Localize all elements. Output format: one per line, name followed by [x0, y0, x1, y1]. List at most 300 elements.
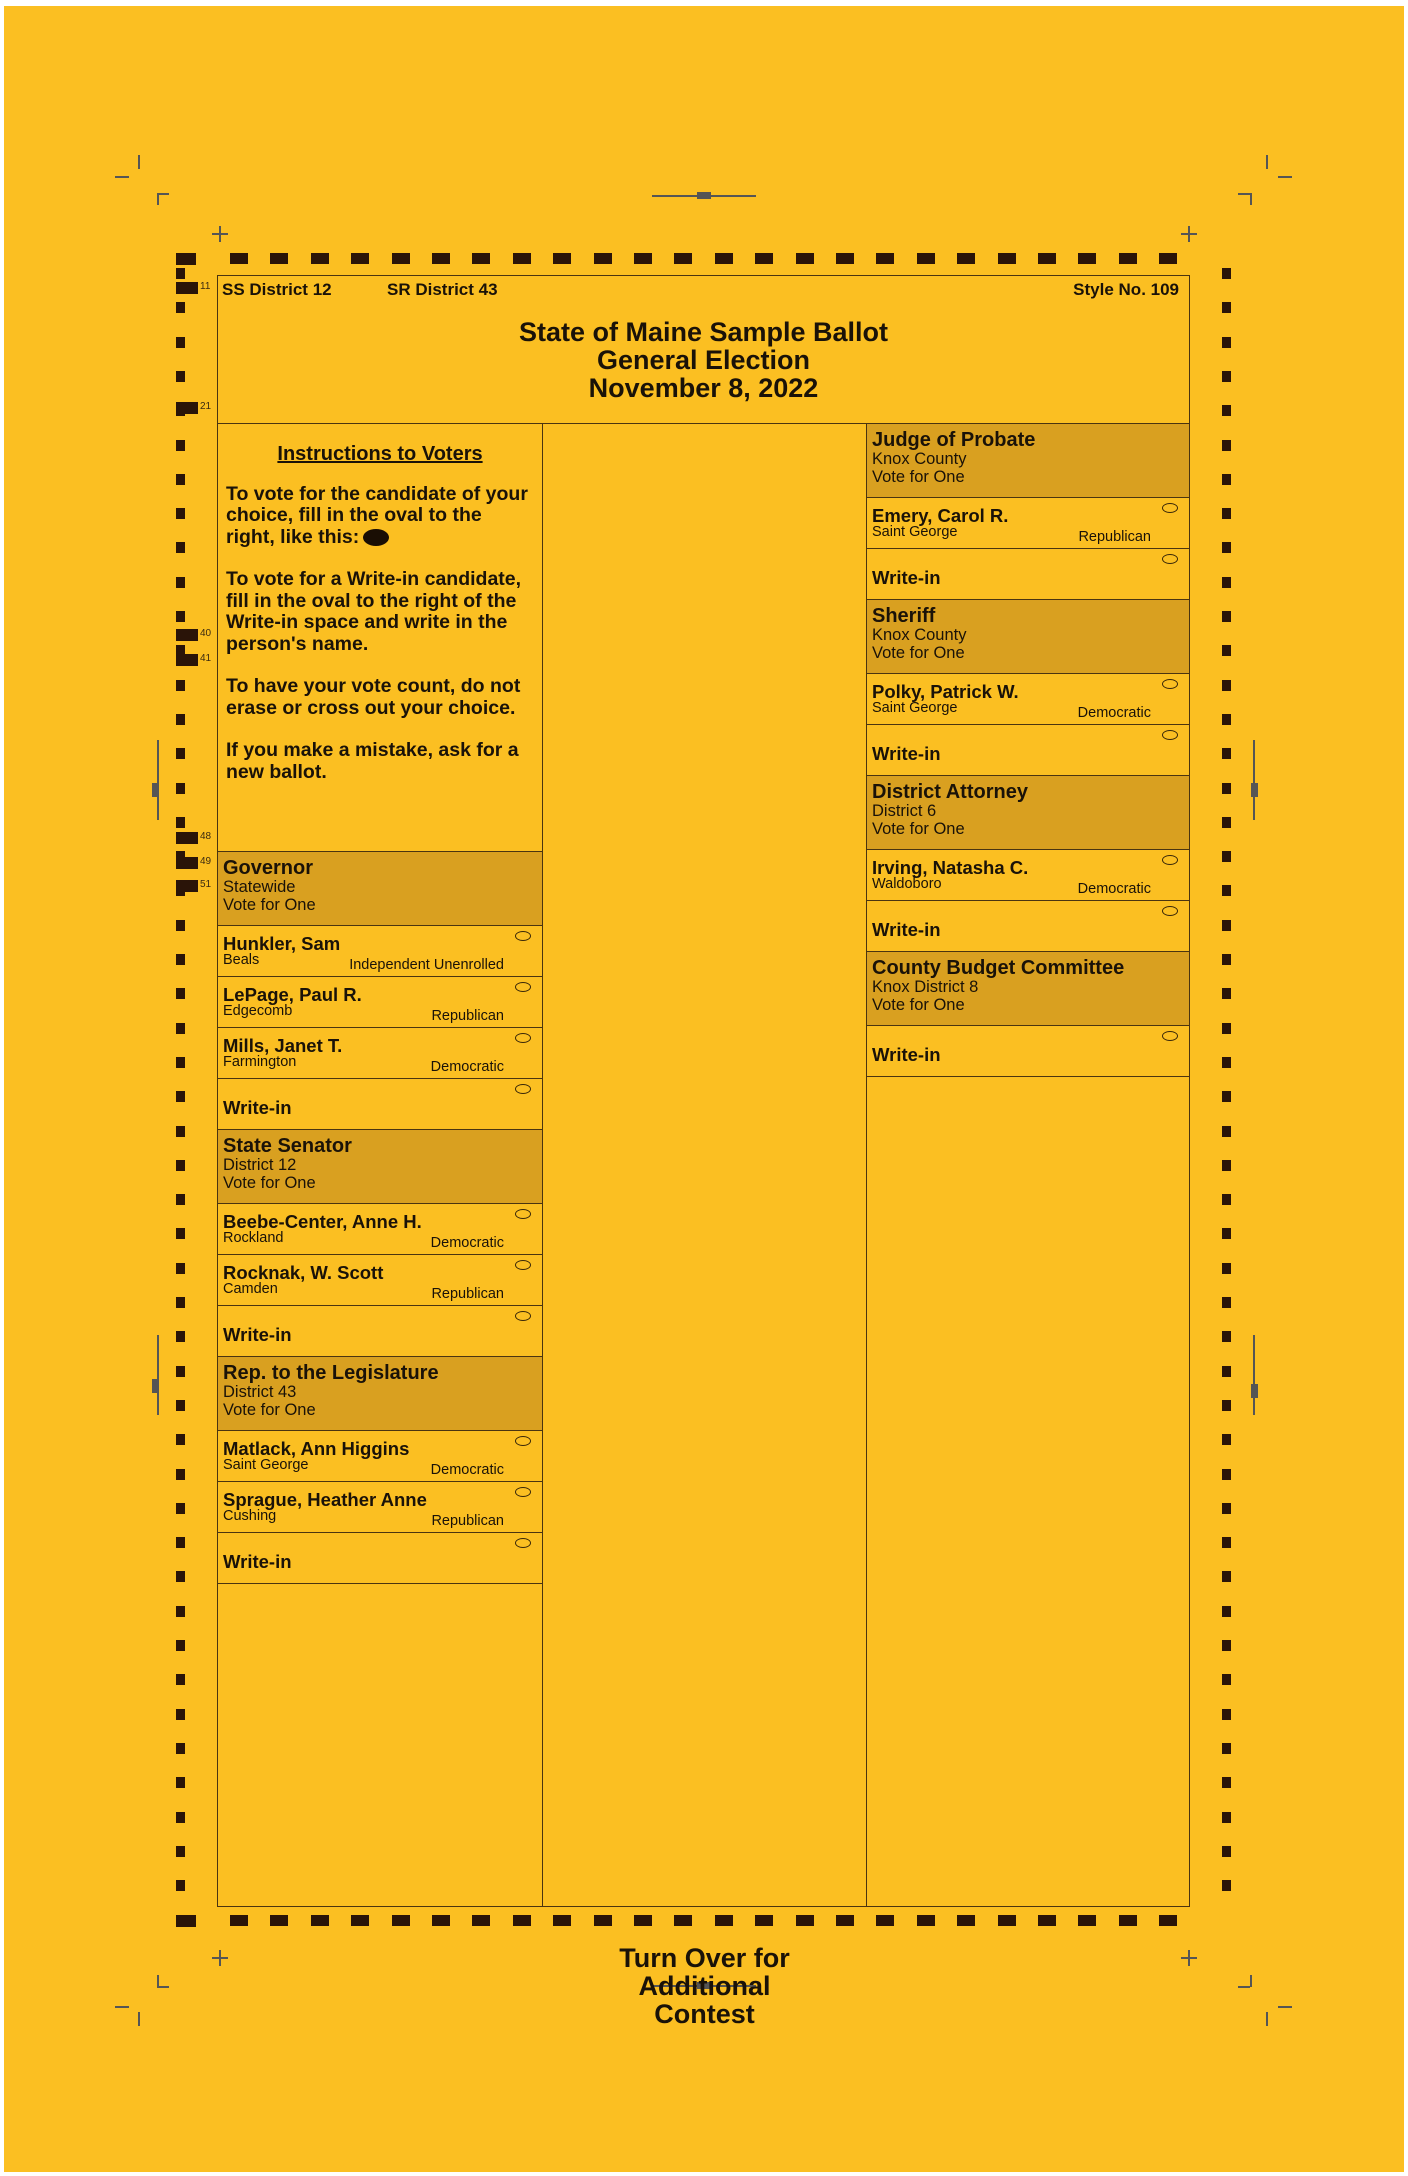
timing-mark-left	[176, 440, 185, 451]
timing-mark-right	[1222, 542, 1231, 553]
column-middle	[543, 424, 867, 2029]
timing-mark-top	[1119, 253, 1137, 264]
marker-number: 49	[200, 856, 212, 867]
side-block-right	[1251, 783, 1258, 797]
timing-mark-left	[176, 1777, 185, 1788]
timing-mark-right	[1222, 1709, 1231, 1720]
timing-mark-right	[1222, 1194, 1231, 1205]
timing-mark-right	[1222, 1743, 1231, 1754]
timing-mark-left	[176, 1228, 185, 1239]
timing-mark-left	[176, 1674, 185, 1685]
timing-mark-right	[1222, 1160, 1231, 1171]
timing-mark-left	[176, 988, 185, 999]
timing-mark-left-wide	[176, 402, 198, 414]
crop-mark	[1266, 2012, 1268, 2026]
timing-mark-top	[432, 253, 450, 264]
candidate-party: Democratic	[430, 1462, 504, 1478]
left-contests	[218, 852, 542, 1584]
timing-mark-right	[1222, 920, 1231, 931]
timing-mark-right	[1222, 817, 1231, 828]
contest-title: Sheriff	[872, 605, 936, 627]
timing-mark-left-wide	[176, 629, 198, 641]
timing-mark-bottom	[674, 1915, 692, 1926]
side-line-left	[157, 1335, 159, 1415]
timing-mark-bottom	[796, 1915, 814, 1926]
contest	[867, 600, 1189, 776]
candidate-row	[867, 850, 1189, 901]
contest-vote-for: Vote for One	[223, 1401, 316, 1419]
timing-mark-left	[176, 1194, 185, 1205]
timing-mark-right	[1222, 1571, 1231, 1582]
timing-mark-right	[1222, 645, 1231, 656]
instructions-p2: To vote for a Write-in candidate, fill in the oval to the right of the Write-in space and write in the person's name.	[226, 568, 522, 655]
timing-mark-left	[176, 337, 185, 348]
timing-mark-left	[176, 1263, 185, 1274]
candidate-town: Waldoboro	[872, 876, 942, 892]
ballot-header	[218, 276, 1189, 424]
writein-oval[interactable]	[515, 1538, 531, 1548]
crop-mark	[1238, 1986, 1250, 1988]
timing-mark-left	[176, 577, 185, 588]
contest-area: District 43	[223, 1383, 297, 1401]
turn-line-3: Contest	[654, 1999, 755, 2029]
timing-mark-left	[176, 268, 185, 279]
timing-mark-right	[1222, 783, 1231, 794]
candidate-party: Independent Unenrolled	[349, 957, 504, 973]
candidate-name: Rocknak, W. Scott	[223, 1262, 384, 1283]
timing-mark-right	[1222, 302, 1231, 313]
timing-mark-left	[176, 1126, 185, 1137]
crop-mark	[157, 1986, 169, 1988]
crop-mark	[1250, 193, 1252, 205]
timing-mark-top	[472, 253, 490, 264]
contest	[218, 1357, 542, 1584]
timing-mark-right	[1222, 1880, 1231, 1891]
timing-mark-right	[1222, 440, 1231, 451]
timing-mark-bottom	[351, 1915, 369, 1926]
timing-mark-left	[176, 302, 185, 313]
side-line-right	[1253, 740, 1255, 820]
column-left	[218, 424, 543, 1906]
timing-mark-bottom	[472, 1915, 490, 1926]
crop-mark	[157, 1975, 159, 1987]
writein-label: Write-in	[223, 1551, 292, 1572]
timing-mark-left	[176, 474, 185, 485]
vote-oval[interactable]	[1162, 855, 1178, 865]
instructions-box	[218, 424, 542, 852]
candidate-name: Sprague, Heather Anne	[223, 1489, 427, 1510]
timing-mark-left-wide	[176, 857, 198, 869]
contest-title: District Attorney	[872, 781, 1028, 803]
timing-mark-left	[176, 1366, 185, 1377]
timing-mark-top	[513, 253, 531, 264]
timing-mark-bottom	[957, 1915, 975, 1926]
timing-mark-right	[1222, 988, 1231, 999]
timing-mark-left	[176, 1571, 185, 1582]
timing-mark-bottom	[634, 1915, 652, 1926]
candidate-party: Democratic	[1077, 881, 1151, 897]
title-line-3: November 8, 2022	[588, 373, 819, 403]
timing-mark-right	[1222, 1126, 1231, 1137]
timing-mark-bottom	[513, 1915, 531, 1926]
timing-mark-bottom	[1159, 1915, 1177, 1926]
contest-vote-for: Vote for One	[223, 1174, 316, 1192]
timing-mark-top	[957, 253, 975, 264]
instructions-heading: Instructions to Voters	[277, 443, 483, 465]
timing-mark-right	[1222, 371, 1231, 382]
contest-header	[218, 852, 542, 926]
title-line-1: State of Maine Sample Ballot	[518, 317, 889, 347]
right-contests	[867, 424, 1189, 1077]
timing-mark-right	[1222, 714, 1231, 725]
contest	[867, 776, 1189, 952]
timing-mark-top	[392, 253, 410, 264]
crop-mark	[1238, 193, 1250, 195]
timing-mark-right	[1222, 1640, 1231, 1651]
timing-mark-left	[176, 1606, 185, 1617]
contest-vote-for: Vote for One	[872, 820, 965, 838]
side-line-left	[157, 740, 159, 820]
timing-mark-left	[176, 748, 185, 759]
candidate-row	[218, 1204, 542, 1255]
timing-mark-right	[1222, 680, 1231, 691]
timing-mark-top	[311, 253, 329, 264]
timing-mark-right	[1222, 337, 1231, 348]
title-line-2: General Election	[596, 345, 811, 375]
timing-mark-right	[1222, 1263, 1231, 1274]
timing-mark-right	[1222, 1023, 1231, 1034]
timing-mark-bottom	[176, 1915, 196, 1927]
timing-mark-right	[1222, 1812, 1231, 1823]
timing-mark-top	[351, 253, 369, 264]
contest-header	[867, 424, 1189, 498]
timing-mark-left	[176, 1880, 185, 1891]
vote-oval[interactable]	[515, 931, 531, 941]
timing-mark-left	[176, 783, 185, 794]
timing-mark-bottom	[836, 1915, 854, 1926]
writein-row	[218, 1306, 542, 1356]
timing-mark-top	[1159, 253, 1177, 264]
crop-mark	[157, 193, 169, 195]
crop-mark	[157, 193, 159, 205]
timing-mark-left	[176, 714, 185, 725]
writein-label: Write-in	[872, 1044, 941, 1065]
timing-mark-top	[876, 253, 894, 264]
contest-area: District 12	[223, 1156, 297, 1174]
instructions-p1: To vote for the candidate of your choice, fill in the oval to the right, like this:	[226, 482, 528, 548]
vote-oval[interactable]	[1162, 679, 1178, 689]
ballot-grid	[217, 275, 1190, 2029]
timing-mark-right	[1222, 268, 1231, 279]
contest-header	[218, 1357, 542, 1431]
candidate-row	[218, 926, 542, 977]
candidate-town: Edgecomb	[223, 1003, 293, 1019]
writein-label: Write-in	[223, 1324, 292, 1345]
candidate-party: Democratic	[430, 1235, 504, 1251]
timing-mark-right	[1222, 1434, 1231, 1445]
timing-mark-left-wide	[176, 832, 198, 844]
timing-mark-left	[176, 1297, 185, 1308]
timing-mark-left	[176, 1709, 185, 1720]
candidate-name: Beebe-Center, Anne H.	[223, 1211, 422, 1232]
contest-title: Judge of Probate	[872, 429, 1036, 451]
timing-mark-left	[176, 954, 185, 965]
contest-title: State Senator	[223, 1135, 352, 1157]
filled-oval-example-icon	[363, 529, 389, 546]
marker-number: 11	[200, 281, 211, 292]
timing-mark-right	[1222, 1331, 1231, 1342]
writein-row	[218, 1533, 542, 1583]
timing-mark-right	[1222, 1091, 1231, 1102]
timing-mark-bottom	[230, 1915, 248, 1926]
candidate-town: Rockland	[223, 1230, 284, 1246]
timing-mark-top	[755, 253, 773, 264]
timing-mark-bottom	[432, 1915, 450, 1926]
vote-oval[interactable]	[515, 982, 531, 992]
vote-oval[interactable]	[515, 1209, 531, 1219]
vote-oval[interactable]	[515, 1033, 531, 1043]
timing-mark-right	[1222, 1366, 1231, 1377]
timing-mark-left	[176, 508, 185, 519]
timing-mark-right	[1222, 1606, 1231, 1617]
timing-mark-top	[715, 253, 733, 264]
timing-mark-bottom	[392, 1915, 410, 1926]
timing-mark-top	[594, 253, 612, 264]
writein-row	[867, 549, 1189, 599]
timing-mark-top	[796, 253, 814, 264]
side-block-left	[152, 1379, 159, 1393]
timing-mark-right	[1222, 611, 1231, 622]
contest	[867, 952, 1189, 1077]
candidate-name: LePage, Paul R.	[223, 984, 362, 1005]
timing-mark-bottom	[553, 1915, 571, 1926]
timing-mark-right	[1222, 885, 1231, 896]
vote-oval[interactable]	[515, 1436, 531, 1446]
timing-mark-bottom	[270, 1915, 288, 1926]
marker-number: 40	[200, 628, 212, 639]
timing-mark-top	[230, 253, 248, 264]
timing-mark-right	[1222, 748, 1231, 759]
candidate-name: Irving, Natasha C.	[872, 857, 1029, 878]
timing-mark-top	[634, 253, 652, 264]
timing-mark-top	[674, 253, 692, 264]
timing-mark-left	[176, 1057, 185, 1068]
writein-row	[867, 1026, 1189, 1076]
column-right	[867, 424, 1189, 1906]
crop-mark	[138, 155, 140, 169]
turn-line-1: Turn Over for	[619, 1943, 790, 1973]
crop-mark	[1266, 155, 1268, 169]
candidate-town: Saint George	[872, 524, 958, 540]
crop-mark	[1278, 176, 1292, 178]
timing-mark-right	[1222, 1057, 1231, 1068]
timing-mark-bottom	[311, 1915, 329, 1926]
timing-mark-right	[1222, 1503, 1231, 1514]
contest-area: Knox County	[872, 450, 967, 468]
timing-mark-bottom	[755, 1915, 773, 1926]
timing-mark-left-wide	[176, 282, 198, 294]
candidate-row	[867, 674, 1189, 725]
contest-title: Rep. to the Legislature	[223, 1362, 439, 1384]
side-block-right	[1251, 1384, 1258, 1398]
candidate-town: Camden	[223, 1281, 278, 1297]
candidate-party: Democratic	[1077, 705, 1151, 721]
candidate-row	[218, 1482, 542, 1533]
timing-mark-right	[1222, 1400, 1231, 1411]
timing-mark-bottom	[715, 1915, 733, 1926]
timing-mark-left	[176, 1400, 185, 1411]
candidate-town: Farmington	[223, 1054, 297, 1070]
timing-mark-left	[176, 1469, 185, 1480]
timing-mark-left-wide	[176, 654, 198, 666]
timing-mark-left	[176, 920, 185, 931]
instructions-p3: To have your vote count, do not erase or cross out your choice.	[226, 675, 521, 719]
timing-mark-left	[176, 611, 185, 622]
timing-mark-right	[1222, 508, 1231, 519]
writein-row	[867, 901, 1189, 951]
timing-mark-right	[1222, 405, 1231, 416]
vote-oval[interactable]	[1162, 503, 1178, 513]
timing-mark-top	[998, 253, 1016, 264]
timing-mark-left	[176, 1846, 185, 1857]
contest-title: Governor	[223, 857, 314, 879]
timing-mark-left-wide	[176, 880, 198, 892]
writein-oval[interactable]	[515, 1084, 531, 1094]
ss-district: SS District 12	[222, 280, 332, 299]
timing-mark-right	[1222, 851, 1231, 862]
writein-label: Write-in	[872, 919, 941, 940]
writein-oval[interactable]	[1162, 906, 1178, 916]
candidate-name: Matlack, Ann Higgins	[223, 1438, 410, 1459]
vote-oval[interactable]	[515, 1260, 531, 1270]
writein-row	[867, 725, 1189, 775]
contest-header	[867, 952, 1189, 1026]
timing-mark-left	[176, 1160, 185, 1171]
writein-oval[interactable]	[515, 1311, 531, 1321]
candidate-town: Cushing	[223, 1508, 277, 1524]
writein-oval[interactable]	[1162, 554, 1178, 564]
candidate-row	[867, 498, 1189, 549]
candidate-name: Emery, Carol R.	[872, 505, 1009, 526]
timing-mark-top	[270, 253, 288, 264]
writein-oval[interactable]	[1162, 730, 1178, 740]
candidate-town: Beals	[223, 952, 260, 968]
candidate-name: Polky, Patrick W.	[872, 681, 1019, 702]
timing-mark-top	[1038, 253, 1056, 264]
sr-district: SR District 43	[387, 280, 498, 299]
timing-mark-bottom	[1119, 1915, 1137, 1926]
timing-mark-top	[176, 253, 196, 265]
candidate-row	[218, 1028, 542, 1079]
side-line-right	[1253, 1335, 1255, 1415]
timing-mark-left	[176, 1434, 185, 1445]
contest-header	[218, 1130, 542, 1204]
contest-header	[867, 600, 1189, 674]
contest-vote-for: Vote for One	[872, 468, 965, 486]
timing-mark-left	[176, 1091, 185, 1102]
timing-mark-left	[176, 1743, 185, 1754]
timing-mark-left	[176, 1331, 185, 1342]
contest-vote-for: Vote for One	[223, 896, 316, 914]
timing-mark-bottom	[917, 1915, 935, 1926]
timing-mark-left	[176, 1640, 185, 1651]
timing-mark-right	[1222, 1674, 1231, 1685]
candidate-row	[218, 1431, 542, 1482]
instructions-p4: If you make a mistake, ask for a new ballot.	[226, 739, 519, 783]
timing-mark-left	[176, 817, 185, 828]
writein-label: Write-in	[872, 567, 941, 588]
plus-mark	[1188, 1950, 1190, 1966]
timing-mark-bottom	[998, 1915, 1016, 1926]
contest	[867, 424, 1189, 600]
timing-mark-bottom	[594, 1915, 612, 1926]
ballot-title	[218, 318, 1189, 402]
timing-mark-bottom	[876, 1915, 894, 1926]
timing-mark-top	[836, 253, 854, 264]
plus-mark	[219, 1950, 221, 1966]
timing-mark-top	[1078, 253, 1096, 264]
timing-mark-right	[1222, 1846, 1231, 1857]
style-number: Style No. 109	[1073, 280, 1179, 299]
plus-mark	[1188, 226, 1190, 242]
timing-mark-right	[1222, 577, 1231, 588]
contest-area: Knox County	[872, 626, 967, 644]
writein-label: Write-in	[223, 1097, 292, 1118]
timing-mark-left	[176, 1023, 185, 1034]
plus-mark	[219, 226, 221, 242]
timing-mark-left	[176, 680, 185, 691]
candidate-row	[218, 1255, 542, 1306]
writein-oval[interactable]	[1162, 1031, 1178, 1041]
candidate-party: Republican	[431, 1513, 504, 1529]
contest-area: Knox District 8	[872, 978, 979, 996]
contest-vote-for: Vote for One	[872, 996, 965, 1014]
vote-oval[interactable]	[515, 1487, 531, 1497]
marker-number: 21	[200, 401, 212, 412]
crop-mark	[1278, 2006, 1292, 2008]
timing-mark-top	[917, 253, 935, 264]
side-block-left	[152, 783, 159, 797]
timing-mark-right	[1222, 1777, 1231, 1788]
candidate-party: Republican	[431, 1008, 504, 1024]
timing-mark-right	[1222, 474, 1231, 485]
timing-mark-bottom	[1038, 1915, 1056, 1926]
candidate-row	[218, 977, 542, 1028]
contest-vote-for: Vote for One	[872, 644, 965, 662]
candidate-name: Hunkler, Sam	[223, 933, 341, 954]
turn-over-notice	[543, 1944, 866, 2028]
candidate-name: Mills, Janet T.	[223, 1035, 343, 1056]
marker-number: 41	[200, 653, 212, 664]
contest-header	[867, 776, 1189, 850]
timing-mark-left	[176, 1503, 185, 1514]
candidate-party: Republican	[431, 1286, 504, 1302]
timing-mark-top	[553, 253, 571, 264]
candidate-party: Republican	[1078, 529, 1151, 545]
crop-mark	[115, 2006, 129, 2008]
marker-number: 48	[200, 831, 212, 842]
timing-mark-left	[176, 1537, 185, 1548]
candidate-party: Democratic	[430, 1059, 504, 1075]
candidate-town: Saint George	[872, 700, 958, 716]
timing-mark-left	[176, 371, 185, 382]
registration-block-top	[697, 192, 711, 199]
crop-mark	[138, 2012, 140, 2026]
timing-mark-right	[1222, 1469, 1231, 1480]
contest-area: Statewide	[223, 878, 296, 896]
writein-row	[218, 1079, 542, 1129]
crop-mark	[115, 176, 129, 178]
